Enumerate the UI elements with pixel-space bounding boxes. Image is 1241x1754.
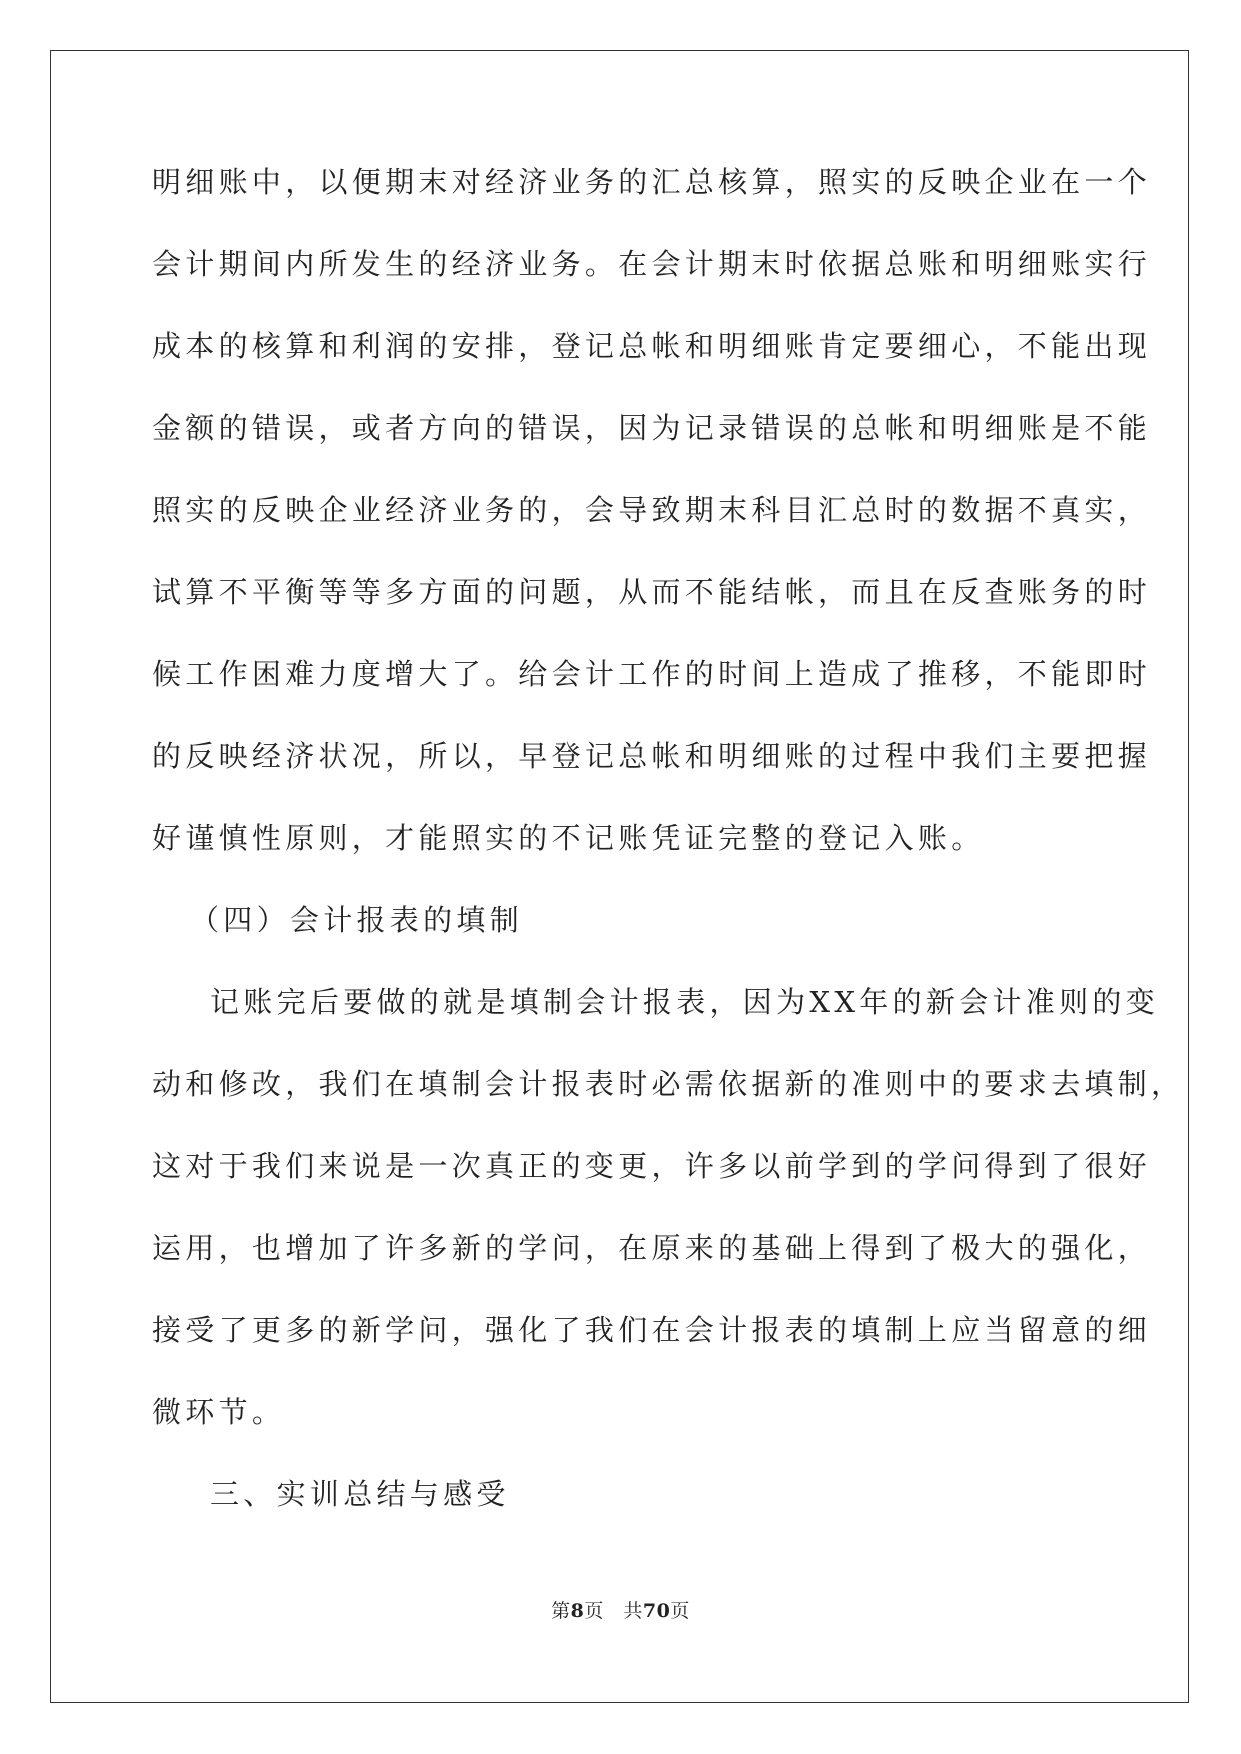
footer-page-number: 8: [570, 1600, 585, 1622]
paragraph-line: 金额的错误，或者方向的错误，因为记录错误的总帐和明细账是不能: [152, 411, 1152, 445]
paragraph-line: 照实的反映企业经济业务的，会导致期末科目汇总时的数据不真实，: [152, 493, 1152, 527]
paragraph-line: 这对于我们来说是一次真正的变更，许多以前学到的学问得到了很好: [152, 1149, 1152, 1183]
section-heading-3: 三、实训总结与感受: [210, 1477, 510, 1511]
footer-prefix: 第: [551, 1600, 571, 1622]
paragraph-line: 成本的核算和利润的安排，登记总帐和明细账肯定要细心，不能出现: [152, 329, 1152, 363]
section-heading-4: （四）会计报表的填制: [190, 903, 524, 937]
footer-suffix: 页: [670, 1600, 690, 1622]
paragraph-line: 接受了更多的新学问，强化了我们在会计报表的填制上应当留意的细: [152, 1313, 1152, 1347]
paragraph-line: 记账完后要做的就是填制会计报表，因为XX年的新会计准则的变: [210, 985, 1159, 1019]
paragraph-line: 试算不平衡等等多方面的问题，从而不能结帐，而且在反查账务的时: [152, 575, 1152, 609]
paragraph-line: 运用，也增加了许多新的学问，在原来的基础上得到了极大的强化，: [152, 1231, 1152, 1265]
footer-middle: 页 共: [584, 1600, 643, 1622]
paragraph-line: 的反映经济状况，所以，早登记总帐和明细账的过程中我们主要把握: [152, 739, 1152, 773]
paragraph-line: 候工作困难力度增大了。给会计工作的时间上造成了推移，不能即时: [152, 657, 1152, 691]
paragraph-line: 动和修改，我们在填制会计报表时必需依据新的准则中的要求去填制，: [152, 1067, 1185, 1101]
paragraph-line: 微环节。: [152, 1395, 286, 1429]
paragraph-line: 会计期间内所发生的经济业务。在会计期末时依据总账和明细账实行: [152, 247, 1152, 281]
page-footer: [0, 1596, 1241, 1623]
paragraph-line: 好谨慎性原则，才能照实的不记账凭证完整的登记入账。: [152, 821, 985, 855]
paragraph-line: 明细账中，以便期末对经济业务的汇总核算，照实的反映企业在一个: [152, 165, 1152, 199]
document-body: [152, 160, 1185, 1554]
footer-total-pages: 70: [642, 1600, 671, 1622]
